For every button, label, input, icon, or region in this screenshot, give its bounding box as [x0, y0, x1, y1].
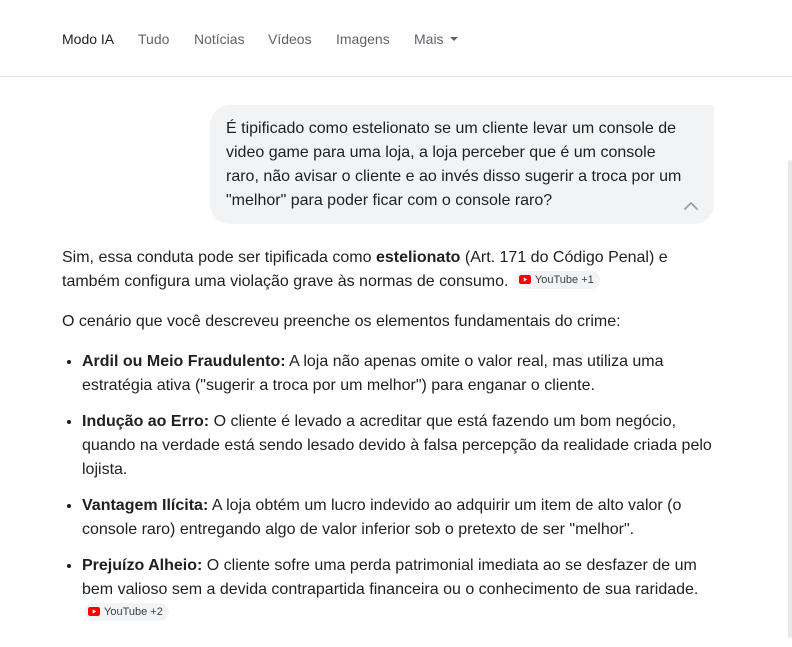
answer-lead: O cenário que você descreveu preenche os elementos fundamentais do crime:	[62, 313, 621, 330]
intro-bold-term: estelionato	[375, 249, 461, 266]
source-chip-label: YouTube +2	[104, 605, 163, 618]
ai-answer	[62, 246, 718, 638]
list-item	[82, 494, 718, 542]
user-query-text: É tipificado como estelionato se um cliente levar um console de video game para uma loja, a loja perceber que é um console raro, não avisar o cliente e ao invés disso sugerir a troca por um "melhor" para poder ficar com o console raro?	[226, 120, 682, 209]
scrollbar[interactable]	[788, 160, 792, 638]
intro-text-after: (Art. 171 do Código Penal) e também configura uma violação grave às normas de consumo.	[62, 249, 668, 290]
source-chip-youtube[interactable]	[515, 271, 600, 289]
tab-videos[interactable]: Vídeos	[268, 31, 312, 47]
tab-modo-ia[interactable]: Modo IA	[62, 31, 115, 47]
list-item	[82, 350, 718, 398]
list-item-text: A loja obtém um lucro indevido ao adquirir um item de alto valor (o console raro) entregando algo de valor inferior sob o pretexto de ser "melhor".	[82, 497, 682, 538]
crime-elements-list	[62, 350, 718, 626]
list-item-text: O cliente sofre uma perda patrimonial imediata ao se desfazer de um bem valioso sem a devida contrapartida financeira ou o conhecimento de sua raridade.	[82, 557, 699, 598]
answer-intro	[62, 246, 718, 294]
caret-down-icon	[450, 37, 458, 41]
list-item-title: Vantagem Ilícita:	[82, 497, 209, 514]
list-item	[82, 410, 718, 482]
collapse-query-button[interactable]	[682, 198, 700, 212]
chevron-up-icon	[684, 201, 698, 210]
tab-noticias[interactable]: Notícias	[194, 31, 245, 47]
list-item-title: Prejuízo Alheio:	[82, 557, 203, 574]
tab-imagens[interactable]: Imagens	[336, 31, 390, 47]
list-item-title: Indução ao Erro:	[82, 413, 210, 430]
source-chip-youtube[interactable]	[84, 603, 169, 621]
list-item-text: A loja não apenas omite o valor real, mas utiliza uma estratégia ativa ("sugerir a troca por um melhor") para enganar o cliente.	[82, 353, 664, 394]
top-navigation	[0, 0, 792, 77]
tab-tudo[interactable]: Tudo	[138, 31, 170, 47]
tab-mais-label: Mais	[414, 31, 444, 47]
list-item-text: O cliente é levado a acreditar que está fazendo um bom negócio, quando na verdade está sendo lesado devido à falsa percepção da realidade criada pelo lojista.	[82, 413, 712, 478]
youtube-icon	[88, 607, 100, 616]
source-chip-label: YouTube +1	[534, 273, 594, 286]
tab-mais[interactable]	[414, 31, 458, 47]
intro-text: Sim, essa conduta pode ser tipificada como	[62, 249, 376, 266]
user-query-bubble	[210, 105, 714, 224]
list-item	[82, 554, 718, 626]
youtube-icon	[519, 275, 531, 284]
list-item-title: Ardil ou Meio Fraudulento:	[82, 353, 286, 370]
